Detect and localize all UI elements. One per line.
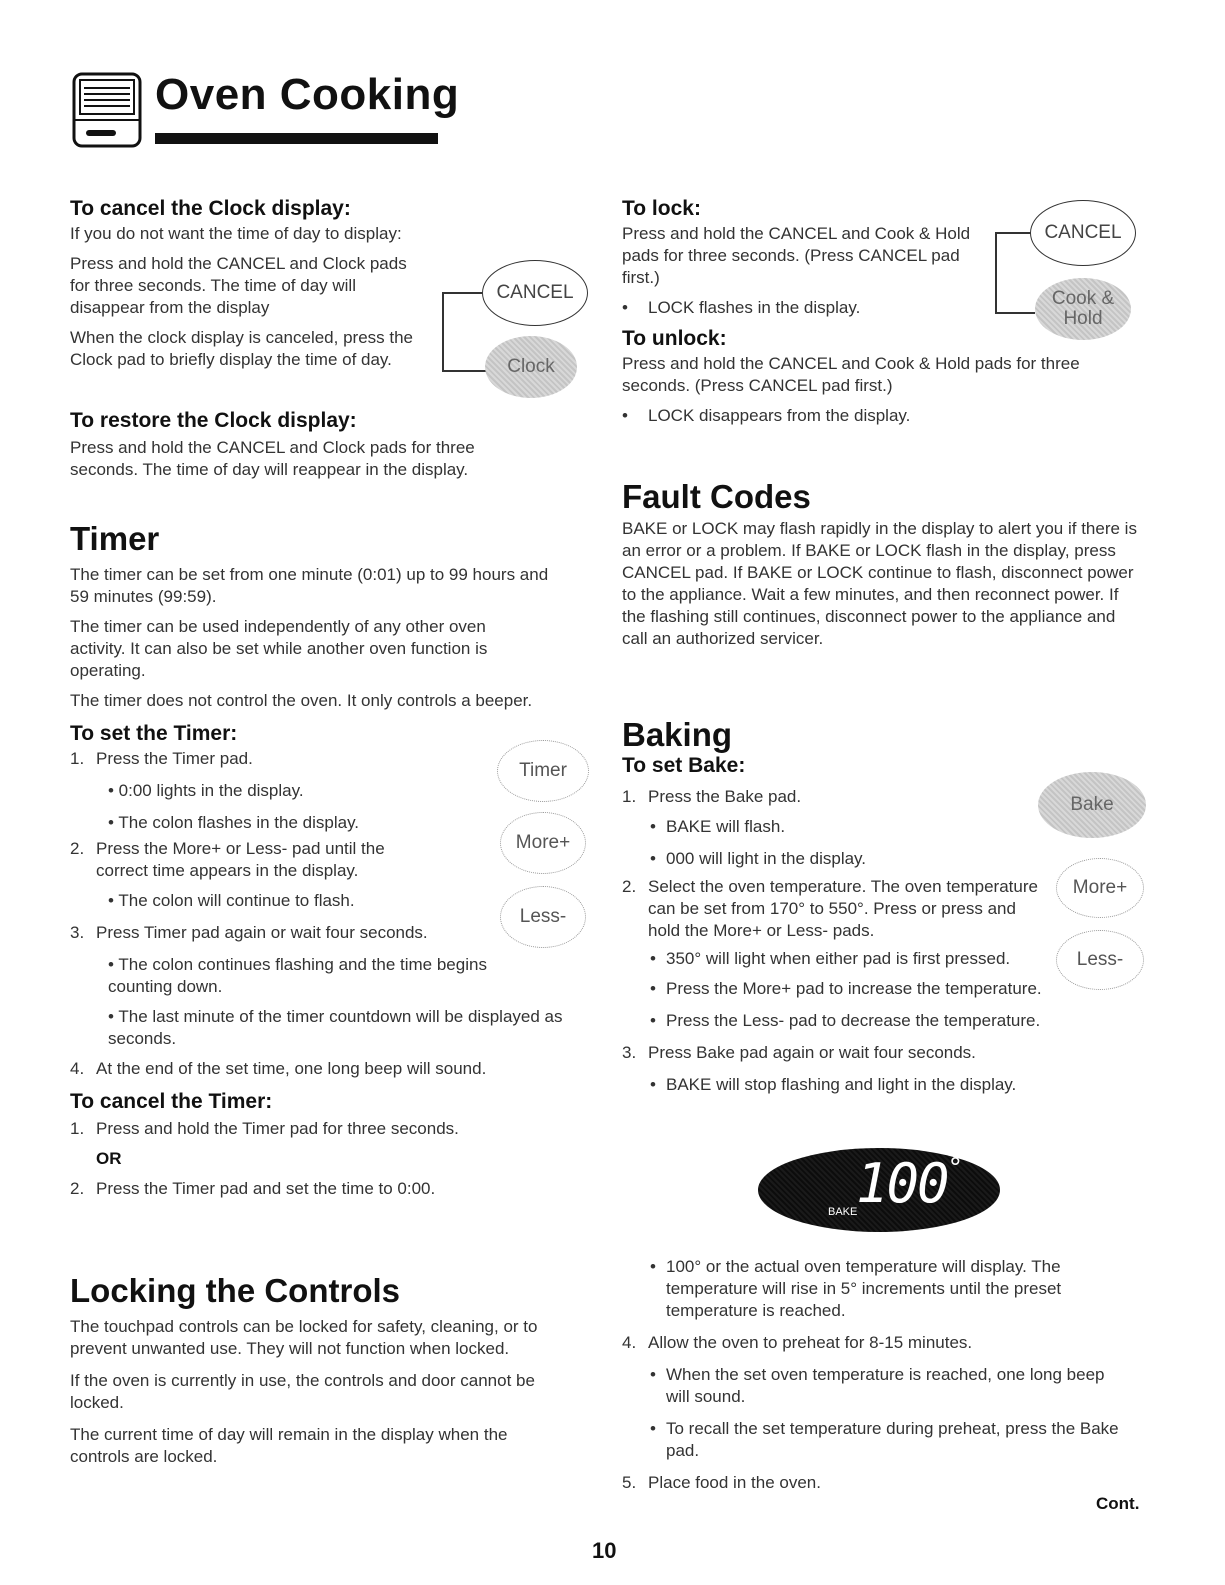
timer-step-3a: • The colon continues flashing and the time begins counting down. (108, 955, 487, 996)
continued-label: Cont. (1096, 1494, 1140, 1513)
cook-hold-pad[interactable]: Cook & Hold (1035, 278, 1131, 340)
baking-heading: Baking (622, 716, 733, 753)
page-number: 10 (592, 1538, 617, 1563)
unlock-heading: To unlock: (622, 327, 727, 350)
more-pad[interactable]: More+ (1056, 858, 1144, 918)
display-bake-label: BAKE (828, 1206, 858, 1218)
bake-step-1a: • BAKE will flash. (650, 817, 786, 836)
locking-p1: The touchpad controls can be locked for safety, cleaning, or to prevent unwanted use. They will not function when locked. (70, 1317, 538, 1358)
connector-line (442, 292, 444, 370)
cancel-timer-heading: To cancel the Timer: (70, 1090, 273, 1113)
locking-section (70, 1272, 600, 1468)
connector-line (442, 292, 482, 294)
bake-step-4a: • When the set oven temperature is reached, one long beep will sound. (650, 1365, 1105, 1406)
more-pad[interactable]: More+ (500, 812, 586, 874)
bake-step-2b: • Press the More+ pad to increase the temperature. (650, 979, 1042, 998)
title-underline (155, 133, 438, 144)
timer-pad[interactable]: Timer (497, 740, 589, 802)
cancel-timer-step-2: 2. Press the Timer pad and set the time to 0:00. (70, 1179, 436, 1198)
timer-step-3b: • The last minute of the timer countdown will be displayed as seconds. (108, 1007, 563, 1048)
timer-step-1a: • 0:00 lights in the display. (108, 781, 304, 800)
fault-heading: Fault Codes (622, 478, 811, 515)
timer-step-1: 1. Press the Timer pad. (70, 749, 253, 768)
restore-clock-text: Press and hold the CANCEL and Clock pads for three seconds. The time of day will reappear in the display. (70, 438, 475, 479)
cancel-clock-instructions: Press and hold the CANCEL and Clock pads for three seconds. The time of day will disappear from the display (70, 254, 407, 317)
bake-step-3a: • BAKE will stop flashing and light in the display. (650, 1075, 1017, 1094)
fault-text: BAKE or LOCK may flash rapidly in the display to alert you if there is an error or a problem. If BAKE or LOCK flash in the display, press CANCEL pad. If BAKE or LOCK continue to flash, disconnect power to the appliance. Wait a few minutes, and then reconnect power. If the flashing still continues, disconnect power to the appliance and call an authorized servicer. (622, 519, 1137, 648)
connector-line (442, 370, 487, 372)
set-bake-heading: To set Bake: (622, 754, 746, 777)
cancel-pad[interactable]: CANCEL (1030, 200, 1136, 266)
timer-step-2a: • The colon will continue to flash. (108, 891, 355, 910)
locking-heading: Locking the Controls (70, 1272, 400, 1309)
restore-clock-heading: To restore the Clock display: (70, 409, 357, 432)
timer-heading: Timer (70, 520, 160, 557)
bake-step-4: 4. Allow the oven to preheat for 8-15 minutes. (622, 1333, 973, 1352)
restore-clock-section (70, 409, 590, 481)
locking-p2: If the oven is currently in use, the controls and door cannot be locked. (70, 1371, 535, 1412)
clock-pad[interactable]: Clock (485, 336, 577, 398)
timer-p2: The timer can be used independently of any other oven activity. It can also be set while another oven function is operating. (70, 617, 488, 680)
set-timer-heading: To set the Timer: (70, 722, 238, 745)
connector-line (995, 232, 997, 312)
cancel-clock-intro: If you do not want the time of day to display: (70, 224, 402, 243)
cancel-clock-heading: To cancel the Clock display: (70, 197, 351, 220)
bake-step-3b: • 100° or the actual oven temperature will display. The temperature will rise in 5° increments until the preset temperature is reached. (650, 1257, 1062, 1320)
bake-step-2c: • Press the Less- pad to decrease the temperature. (650, 1011, 1041, 1030)
timer-p3: The timer does not control the oven. It only controls a beeper. (70, 691, 533, 710)
bake-step-3: 3. Press Bake pad again or wait four seconds. (622, 1043, 976, 1062)
timer-step-1b: • The colon flashes in the display. (108, 813, 360, 832)
page-title: Oven Cooking (155, 70, 460, 119)
bake-step-1: 1. Press the Bake pad. (622, 787, 802, 806)
oven-display (758, 1148, 1000, 1232)
connector-line (995, 312, 1035, 314)
unlock-instructions: Press and hold the CANCEL and Cook & Hold pads for three seconds. (Press CANCEL pad first.) (622, 354, 1080, 395)
timer-step-2: 2. Press the More+ or Less- pad until the correct time appears in the display. (70, 839, 385, 880)
cancel-timer-step-1: 1. Press and hold the Timer pad for three seconds. (70, 1119, 459, 1138)
locking-p3: The current time of day will remain in the display when the controls are locked. (70, 1425, 508, 1466)
bake-step-4b: • To recall the set temperature during preheat, press the Bake pad. (650, 1419, 1119, 1460)
display-temperature: 100° (856, 1152, 962, 1215)
less-pad[interactable]: Less- (500, 886, 586, 948)
oven-icon (72, 72, 142, 148)
baking-section-continued (622, 1256, 1152, 1494)
cancel-timer-or: OR (96, 1149, 122, 1168)
unlock-bullet: • LOCK disappears from the display. (622, 406, 911, 425)
timer-step-4: 4. At the end of the set time, one long beep will sound. (70, 1059, 487, 1078)
cancel-clock-note: When the clock display is canceled, press the Clock pad to briefly display the time of day. (70, 328, 414, 369)
lock-instructions: Press and hold the CANCEL and Cook & Hold pads for three seconds. (Press CANCEL pad first.) (622, 224, 971, 287)
bake-pad[interactable]: Bake (1038, 772, 1146, 838)
timer-p1: The timer can be set from one minute (0:01) up to 99 hours and 59 minutes (99:59). (70, 565, 549, 606)
cancel-pad[interactable]: CANCEL (482, 260, 588, 326)
lock-heading: To lock: (622, 197, 701, 220)
fault-section (622, 478, 1152, 650)
timer-step-3: 3. Press Timer pad again or wait four seconds. (70, 923, 428, 942)
less-pad[interactable]: Less- (1056, 930, 1144, 990)
bake-step-5: 5. Place food in the oven. (622, 1473, 821, 1492)
bake-step-1b: • 000 will light in the display. (650, 849, 867, 868)
bake-step-2: 2. Select the oven temperature. The oven temperature can be set from 170° to 550°. Press or press and hold the More+ or Less- pads. (622, 877, 1038, 940)
lock-bullet: • LOCK flashes in the display. (622, 298, 861, 317)
connector-line (995, 232, 1031, 234)
bake-step-2a: • 350° will light when either pad is first pressed. (650, 949, 1011, 968)
